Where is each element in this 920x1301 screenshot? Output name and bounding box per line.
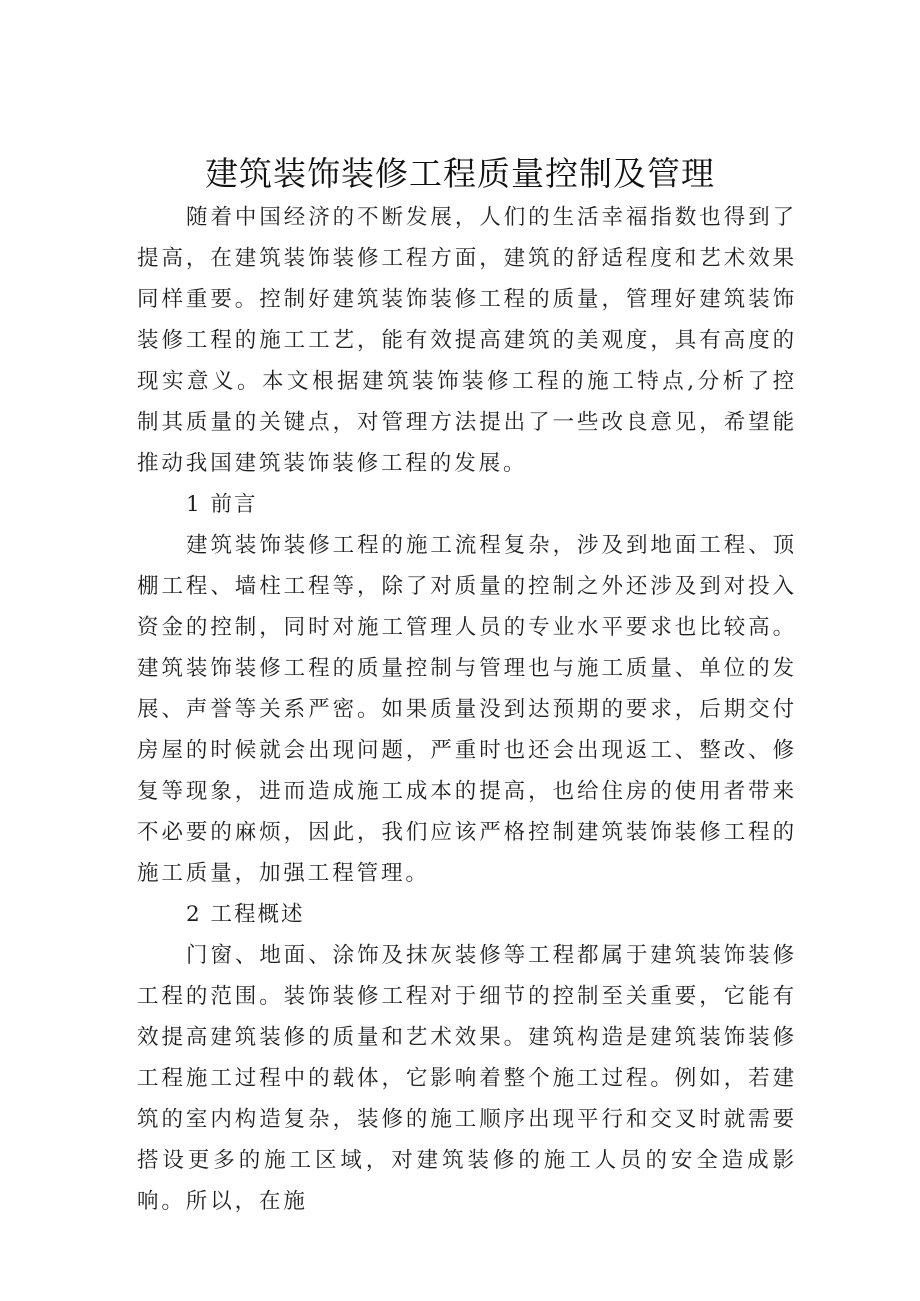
document-title: 建筑装饰装修工程质量控制及管理: [205, 154, 715, 194]
intro-paragraph: 随着中国经济的不断发展，人们的生活幸福指数也得到了提高，在建筑装饰装修工程方面，建筑的舒适程度和艺术效果同样重要。控制好建筑装饰装修工程的质量，管理好建筑装饰装修工程的施工工艺，能有效提高建筑的美观度，具有高度的现实意义。本文根据建筑装饰装修工程的施工特点,分析了控制其质量的关键点，对管理方法提出了一些改良意见，希望能推动我国建筑装饰装修工程的发展。: [137, 205, 797, 476]
section-heading-1: 1 前言: [186, 492, 258, 517]
document-body: [137, 197, 797, 1222]
section-2-paragraph: 门窗、地面、涂饰及抹灰装修等工程都属于建筑装饰装修工程的范围。装饰装修工程对于细节的控制至关重要，它能有效提高建筑装修的质量和艺术效果。建筑构造是建筑装饰装修工程施工过程中的载体，它影响着整个施工过程。例如，若建筑的室内构造复杂，装修的施工顺序出现平行和交叉时就需要搭设更多的施工区域，对建筑装修的施工人员的安全造成影响。所以，在施: [137, 943, 797, 1214]
section-1-paragraph: 建筑装饰装修工程的施工流程复杂，涉及到地面工程、顶棚工程、墙柱工程等，除了对质量的控制之外还涉及到对投入资金的控制，同时对施工管理人员的专业水平要求也比较高。建筑装饰装修工程的质量控制与管理也与施工质量、单位的发展、声誉等关系严密。如果质量没到达预期的要求，后期交付房屋的时候就会出现问题，严重时也还会出现返工、整改、修复等现象，进而造成施工成本的提高，也给住房的使用者带来不必要的麻烦，因此，我们应该严格控制建筑装饰装修工程的施工质量，加强工程管理。: [137, 533, 797, 886]
section-heading-2: 2 工程概述: [186, 902, 305, 927]
